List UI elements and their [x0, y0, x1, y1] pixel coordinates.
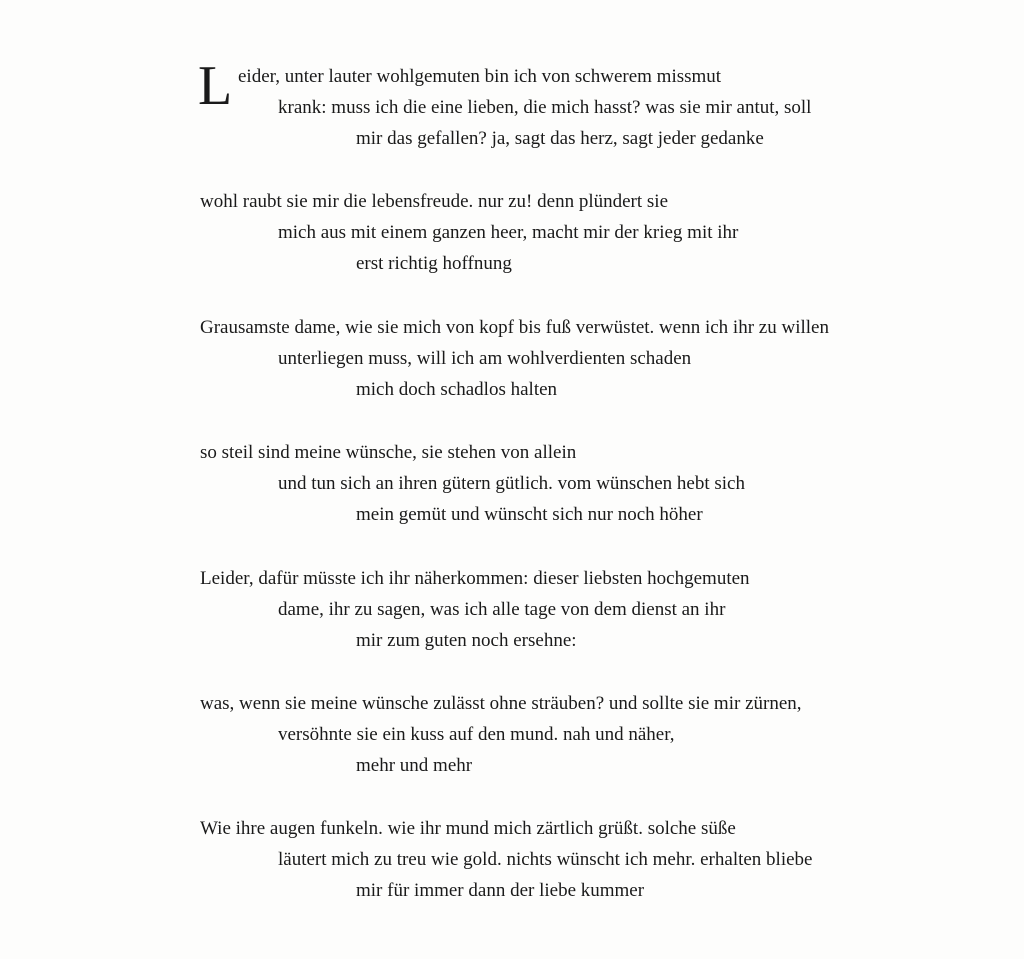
verse-line: krank: muss ich die eine lieben, die mich hasst? was sie mir antut, soll — [278, 97, 812, 118]
verse-line: mehr und mehr — [356, 755, 473, 776]
verse-line: mich doch schadlos halten — [356, 379, 558, 400]
verse-line: Grausamste dame, wie sie mich von kopf bis fuß verwüstet. wenn ich ihr zu willen — [200, 317, 829, 338]
verse-line: wohl raubt sie mir die lebensfreude. nur zu! denn plündert sie — [200, 191, 668, 212]
verse-line: eider, unter lauter wohlgemuten bin ich von schwerem missmut — [238, 66, 722, 87]
verse-line: versöhnte sie ein kuss auf den mund. nah und näher, — [278, 724, 675, 745]
verse-line: erst richtig hoffnung — [356, 253, 512, 274]
verse-line: und tun sich an ihren gütern gütlich. vom wünschen hebt sich — [278, 473, 745, 494]
drop-cap-initial: L — [198, 55, 233, 117]
verse-line: mir das gefallen? ja, sagt das herz, sagt jeder gedanke — [356, 128, 764, 149]
verse-line: dame, ihr zu sagen, was ich alle tage von dem dienst an ihr — [278, 599, 726, 620]
verse-line: unterliegen muss, will ich am wohlverdienten schaden — [278, 348, 692, 369]
verse-line: was, wenn sie meine wünsche zulässt ohne sträuben? und sollte sie mir zürnen, — [200, 693, 802, 714]
verse-line: so steil sind meine wünsche, sie stehen von allein — [200, 442, 577, 463]
verse-line: Leider, dafür müsste ich ihr näherkommen: dieser liebsten hochgemuten — [200, 568, 750, 589]
verse-line: mich aus mit einem ganzen heer, macht mir der krieg mit ihr — [278, 222, 739, 243]
verse-line: läutert mich zu treu wie gold. nichts wünscht ich mehr. erhalten bliebe — [278, 849, 813, 870]
verse-line: mir zum guten noch ersehne: — [356, 630, 577, 651]
verse-line: mir für immer dann der liebe kummer — [356, 880, 645, 901]
verse-line: mein gemüt und wünscht sich nur noch höher — [356, 504, 703, 525]
verse-line: Wie ihre augen funkeln. wie ihr mund mich zärtlich grüßt. solche süße — [200, 818, 736, 839]
